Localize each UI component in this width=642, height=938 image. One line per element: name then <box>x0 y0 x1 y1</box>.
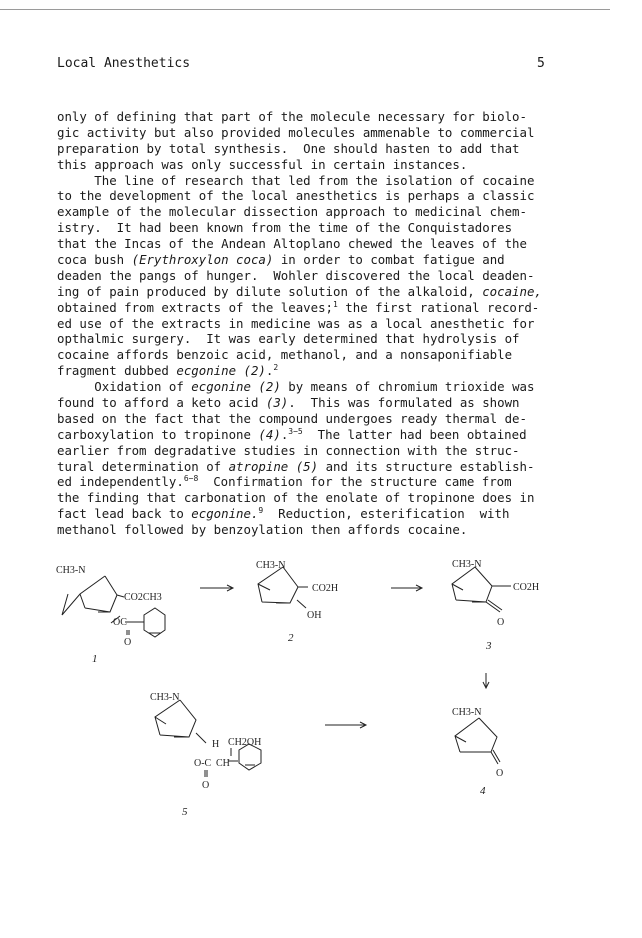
text-segment: ed independently. <box>57 474 184 490</box>
text-segment: ing of pain produced by dilute solution of the alkaloid, <box>57 283 483 299</box>
text-segment: tural determination of <box>57 458 229 474</box>
text-line <box>57 300 552 316</box>
text-line <box>57 331 552 347</box>
cpd3-acid: CO2H <box>513 582 540 593</box>
text-line <box>57 141 552 157</box>
text-line <box>57 316 552 332</box>
text-segment: . <box>280 426 289 442</box>
text-line <box>57 363 552 379</box>
text-segment: The latter had been obtained <box>302 426 527 442</box>
text-segment: Reduction, esterification with <box>263 506 510 522</box>
cpd5-carbonyl-oxygen: O <box>202 780 210 791</box>
text-line <box>57 379 552 395</box>
cpd2-acid: CO2H <box>312 583 339 594</box>
text-segment: deaden the pangs of hunger. Wohler discovered the local deaden- <box>57 267 535 283</box>
text-line <box>57 506 552 522</box>
text-segment: (3) <box>265 395 289 411</box>
text-segment: cocaine, <box>482 283 542 299</box>
text-segment: and its structure establish- <box>318 458 535 474</box>
text-line <box>57 347 552 363</box>
text-line <box>57 522 552 538</box>
cpd1-ester: CO2CH3 <box>124 592 162 603</box>
text-segment: The line of research that led from the isolation of cocaine <box>57 172 535 188</box>
text-segment: Oxidation of <box>57 379 192 395</box>
text-segment: ecgonine (2) <box>176 363 266 379</box>
text-segment: the finding that carbonation of the enolate of tropinone does in <box>57 490 535 506</box>
text-segment: cocaine affords benzoic acid, methanol, and a nonsaponifiable <box>57 347 513 363</box>
reaction-scheme <box>0 540 642 870</box>
text-segment: (Erythroxylon coca) <box>131 252 274 268</box>
cpd3-amine: CH3-N <box>452 559 482 570</box>
compound-3-structure <box>452 567 511 612</box>
running-title: Local Anesthetics <box>57 56 191 71</box>
text-line <box>57 395 552 411</box>
text-segment: carboxylation to tropinone <box>57 426 259 442</box>
citation-superscript: 3−5 <box>288 426 303 436</box>
cpd2-hydroxyl: OH <box>307 610 322 621</box>
page-number: 5 <box>537 56 545 71</box>
text-segment: in order to combat fatigue and <box>273 252 505 268</box>
text-line <box>57 125 552 141</box>
text-line <box>57 268 552 284</box>
text-segment: by means of chromium trioxide was <box>280 379 535 395</box>
cpd1-amine: CH3-N <box>56 565 86 576</box>
cpd3-number: 3 <box>486 640 492 652</box>
text-segment: the first rational record- <box>337 299 540 315</box>
text-segment: . <box>265 363 274 379</box>
text-line <box>57 284 552 300</box>
text-line <box>57 220 552 236</box>
text-segment: ecgonine (2) <box>191 379 281 395</box>
cpd1-oc: OC <box>113 617 127 628</box>
cpd5-ester-oc: O-C <box>194 758 212 769</box>
compound-4-structure <box>455 718 500 764</box>
text-segment: atropine (5) <box>228 458 319 474</box>
text-segment: methanol followed by benzoylation then affords cocaine. <box>57 522 468 538</box>
arrow-2 <box>391 585 422 591</box>
text-line <box>57 109 552 125</box>
text-line <box>57 204 552 220</box>
text-segment: fact lead back to <box>57 506 192 522</box>
text-line <box>57 459 552 475</box>
text-line <box>57 252 552 268</box>
arrow-1 <box>200 585 233 591</box>
text-segment: preparation by total synthesis. One should hasten to add that <box>57 140 520 156</box>
text-line <box>57 427 552 443</box>
arrow-4 <box>325 722 366 728</box>
text-segment: Confirmation for the structure came from <box>198 474 512 490</box>
text-segment: earlier from degradative studies in connection with the struc- <box>57 442 520 458</box>
text-segment: found to afford a keto acid <box>57 395 266 411</box>
citation-superscript: 6−8 <box>183 474 199 484</box>
text-segment: (4) <box>258 426 281 442</box>
cpd5-number: 5 <box>182 806 188 818</box>
text-segment: that the Incas of the Andean Altoplano chewed the leaves of the <box>57 236 527 252</box>
cpd2-number: 2 <box>288 632 294 644</box>
text-segment: ed use of the extracts in medicine was as a local anesthetic for <box>57 315 535 331</box>
cpd5-methine: CH <box>216 758 230 769</box>
body-text <box>57 109 552 538</box>
text-segment: fragment dubbed <box>57 363 177 379</box>
text-segment: to the development of the local anesthetics is perhaps a classic <box>57 188 535 204</box>
cpd3-ketone: O <box>497 617 505 628</box>
header-rule <box>0 9 610 10</box>
cpd1-oxygen: O <box>124 637 132 648</box>
text-line <box>57 443 552 459</box>
arrow-3 <box>483 673 489 688</box>
text-line <box>57 157 552 173</box>
text-segment: obtained from extracts of the leaves; <box>57 299 334 315</box>
text-line <box>57 188 552 204</box>
cpd5-hydrogen: H <box>212 739 220 750</box>
cpd4-ketone: O <box>496 768 504 779</box>
text-segment: gic activity but also provided molecules ammenable to commercial <box>57 124 535 140</box>
cpd5-hydroxymethyl: CH2OH <box>228 737 262 748</box>
text-segment: example of the molecular dissection approach to medicinal chem- <box>57 204 527 220</box>
text-segment: opthalmic surgery. It was early determined that hydrolysis of <box>57 331 520 347</box>
cpd1-number: 1 <box>92 653 98 665</box>
text-line <box>57 474 552 490</box>
text-line <box>57 411 552 427</box>
text-segment: istry. It had been known from the time of the Conquistadores <box>57 220 513 236</box>
cpd4-number: 4 <box>480 785 486 797</box>
text-segment: . This was formulated as shown <box>288 395 520 411</box>
cpd4-amine: CH3-N <box>452 707 482 718</box>
cpd5-amine: CH3-N <box>150 692 180 703</box>
text-segment: this approach was only successful in certain instances. <box>57 156 468 172</box>
text-line <box>57 236 552 252</box>
text-segment: ecgonine. <box>191 506 259 522</box>
text-segment: based on the fact that the compound undergoes ready thermal de- <box>57 410 527 426</box>
text-segment: only of defining that part of the molecule necessary for biolo- <box>57 109 527 124</box>
citation-superscript: 1 <box>333 299 338 309</box>
cpd2-amine: CH3-N <box>256 560 286 571</box>
compound-2-structure <box>258 567 308 608</box>
text-line <box>57 173 552 189</box>
citation-superscript: 9 <box>258 506 264 516</box>
citation-superscript: 2 <box>273 363 279 373</box>
text-segment: coca bush <box>57 252 132 268</box>
text-line <box>57 490 552 506</box>
